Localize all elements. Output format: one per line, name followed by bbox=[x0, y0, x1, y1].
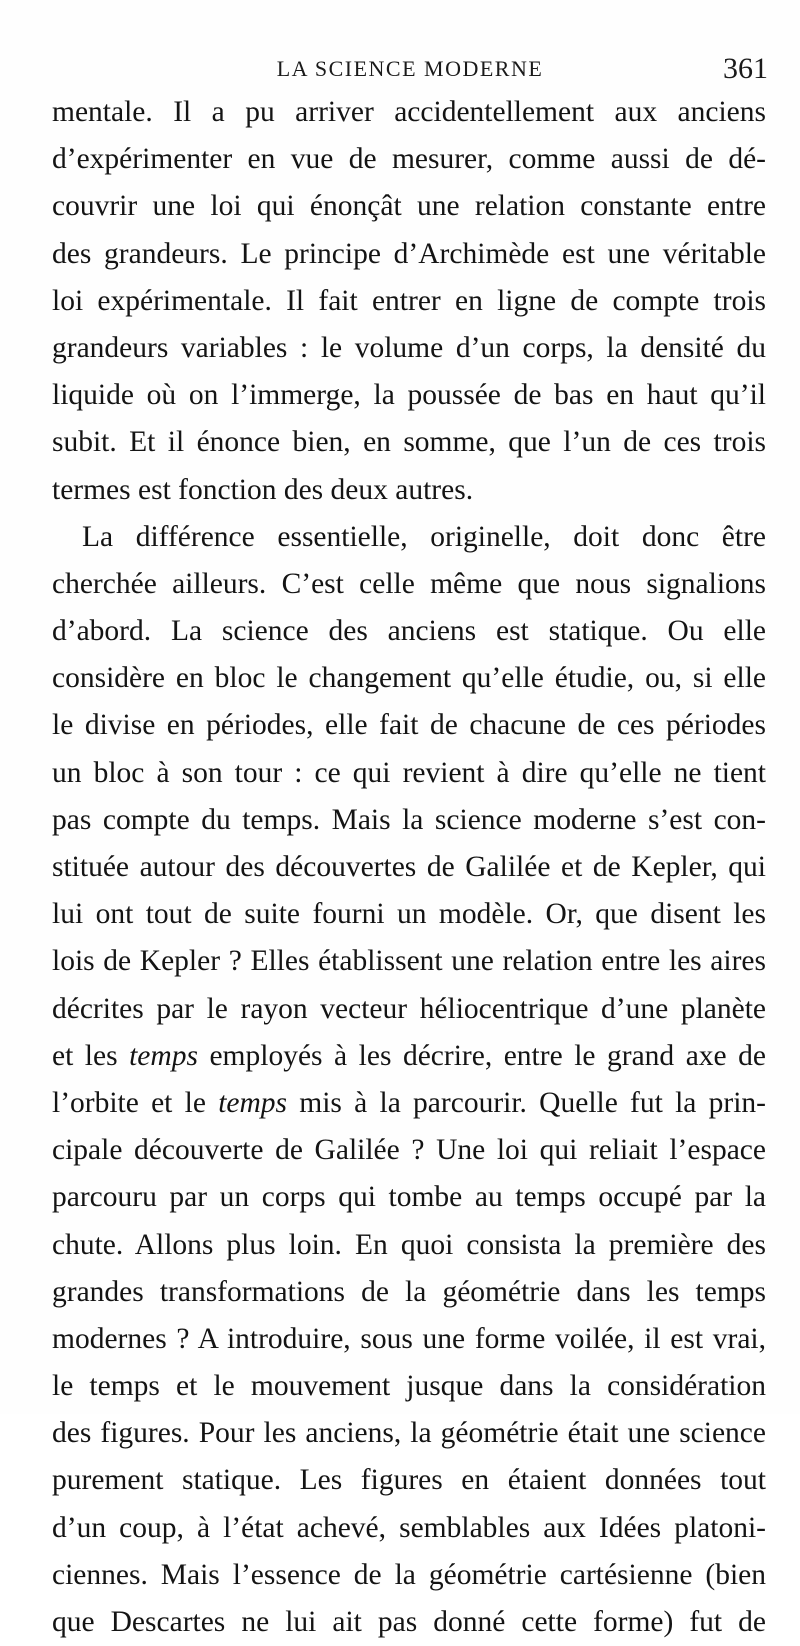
text-line: La différence essentielle, originelle, doit donc être bbox=[82, 520, 766, 553]
text-line: un bloc à son tour : ce qui revient à dire qu’elle ne tient bbox=[52, 756, 766, 789]
text-line: subit. Et il énonce bien, en somme, que l’un de ces trois bbox=[52, 426, 766, 459]
text-line: d’abord. La science des anciens est statique. Ou elle bbox=[52, 615, 766, 648]
paragraph-2 bbox=[52, 514, 766, 1646]
body-text bbox=[52, 89, 766, 1646]
text-line: cherchée ailleurs. C’est celle même que nous signalions bbox=[52, 567, 766, 600]
text-line bbox=[52, 1033, 766, 1080]
text-segment: l’orbite et le bbox=[52, 1086, 219, 1119]
text-line: le divise en périodes, elle fait de chacune de ces périodes bbox=[52, 709, 766, 742]
text-line: lui ont tout de suite fourni un modèle. Or, que disent les bbox=[52, 898, 766, 931]
paragraph-1 bbox=[52, 89, 766, 514]
text-line: stituée autour des découvertes de Galilée et de Kepler, qui bbox=[52, 851, 766, 883]
text-line: ciennes. Mais l’essence de la géométrie cartésienne (bien bbox=[52, 1558, 766, 1591]
text-line: lois de Kepler ? Elles établissent une relation entre les aires bbox=[52, 945, 766, 978]
emphasis-temps: temps bbox=[218, 1086, 288, 1119]
text-line bbox=[52, 1080, 766, 1127]
text-segment: et les bbox=[52, 1039, 130, 1072]
text-line: grandeurs variables : le volume d’un corps, la densité du bbox=[52, 331, 766, 364]
text-line: pas compte du temps. Mais la science moderne s’est con- bbox=[52, 803, 766, 836]
text-line: considère en bloc le changement qu’elle étudie, ou, si elle bbox=[52, 662, 766, 695]
text-line: d’un coup, à l’état achevé, semblables aux Idées platoni- bbox=[52, 1511, 766, 1544]
text-line: modernes ? A introduire, sous une forme voilée, il est vrai, bbox=[52, 1322, 766, 1355]
text-segment: employés à les décrire, entre le grand axe de bbox=[197, 1039, 766, 1072]
text-line: le temps et le mouvement jusque dans la considération bbox=[52, 1370, 766, 1403]
text-line: loi expérimentale. Il fait entrer en ligne de compte trois bbox=[52, 284, 766, 317]
text-line: chute. Allons plus loin. En quoi consista la première des bbox=[52, 1228, 766, 1261]
text-line: termes est fonction des deux autres. bbox=[52, 473, 474, 506]
text-line: purement statique. Les figures en étaient données tout bbox=[52, 1464, 766, 1497]
running-title: LA SCIENCE MODERNE bbox=[276, 56, 544, 81]
text-line: couvrir une loi qui énonçât une relation constante entre bbox=[52, 190, 766, 223]
text-line: parcouru par un corps qui tombe au temps occupé par la bbox=[52, 1181, 766, 1214]
text-line: des grandeurs. Le principe d’Archimède est une véritable bbox=[52, 237, 766, 270]
text-line: décrites par le rayon vecteur héliocentrique d’une planète bbox=[52, 992, 766, 1025]
page-number: 361 bbox=[723, 52, 768, 85]
page-header bbox=[52, 52, 768, 92]
text-line: grandes transformations de la géométrie dans les temps bbox=[52, 1275, 766, 1308]
text-line: que Descartes ne lui ait pas donné cette forme) fut de bbox=[52, 1606, 766, 1638]
text-line: mentale. Il a pu arriver accidentellement aux anciens bbox=[52, 96, 766, 128]
text-line: d’expérimenter en vue de mesurer, comme aussi de dé- bbox=[52, 143, 766, 176]
text-line: cipale découverte de Galilée ? Une loi qui reliait l’espace bbox=[52, 1134, 766, 1167]
emphasis-temps: temps bbox=[129, 1039, 198, 1072]
text-line: liquide où on l’immerge, la poussée de bas en haut qu’il bbox=[52, 379, 766, 412]
text-segment: mis à la parcourir. Quelle fut la prin- bbox=[287, 1086, 766, 1119]
text-line: des figures. Pour les anciens, la géométrie était une science bbox=[52, 1417, 766, 1450]
